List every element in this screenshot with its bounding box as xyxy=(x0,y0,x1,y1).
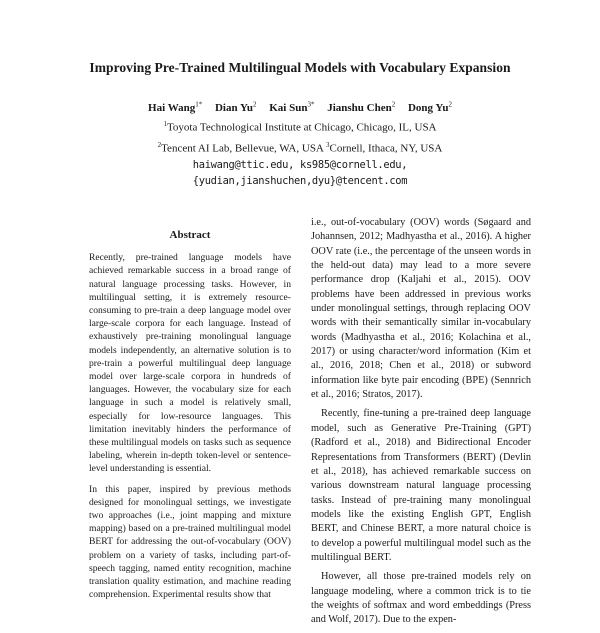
left-column xyxy=(89,229,291,608)
author-names xyxy=(0,96,600,116)
abstract-paragraph-1: Recently, pre-trained language models have achieved remarkable success in a broad range of natural language processing tasks. However, in multilingual setting, it is extremely resource-consuming to pre-train a deep language model over large-scale corpora for each language. Instead of exhaustively pre-training monolingual language models independently, an alternative solution is to pre-train a powerful multilingual deep language model over large-scale corpora in hundreds of languages. However, the vocabulary size for each language in such a model is relatively small, especially for low-resource languages. This limitation inevitably hinders the performance of these multilingual models on tasks such as sequence labeling, wherein in-depth token-level or sentence-level understanding is essential. xyxy=(89,252,291,475)
email-line-1: haiwang@ttic.edu, ks985@cornell.edu, xyxy=(192,158,408,171)
author: Dian Yu$^2$ xyxy=(214,100,257,114)
affiliation-1: $^1$Toyota Technological Institute at Chicago, Chicago, IL, USA xyxy=(163,120,437,134)
email-line-2: {yudian,jianshuchen,dyu}@tencent.com xyxy=(192,175,408,188)
body-paragraph-3: However, all those pre-trained models rely on language modeling, where a common trick is to tie the weights of softmax and word embeddings (Press and Wolf, 2017). Due to the expen- xyxy=(311,571,531,626)
right-column xyxy=(311,216,531,633)
abstract-heading: Abstract xyxy=(169,229,211,241)
author-block xyxy=(0,96,600,190)
author: Kai Sun$^{3*}$ xyxy=(269,100,315,114)
paper-title: Improving Pre-Trained Multilingual Models with Vocabulary Expansion xyxy=(89,60,511,75)
abstract-paragraph-2: In this paper, inspired by previous methods designed for monolingual settings, we investigate two approaches (i.e., joint mapping and mixture mapping) based on a pre-trained multilingual model BERT for addressing the out-of-vocabulary (OOV) problem on a variety of tasks, including part-of-speech tagging, named entity recognition, machine translation quality estimation, and machine reading comprehension. Experimental results show that xyxy=(89,483,291,601)
body-paragraph-2: Recently, fine-tuning a pre-trained deep language model, such as Generative Pre-Training (GPT) (Radford et al., 2018) and Bidirectional Encoder Representations from Transformers (BERT) (Devlin et al., 2018), has achieved remarkable success on various downstream natural language processing tasks. Instead of pre-training many monolingual models like the existing English GPT, English BERT, and Chinese BERT, a more natural choice is to develop a powerful multilingual model such as the multilingual BERT. xyxy=(311,408,531,563)
author: Dong Yu$^2$ xyxy=(407,100,452,114)
author: Jianshu Chen$^2$ xyxy=(327,100,396,114)
author: Hai Wang$^{1*}$ xyxy=(148,100,203,114)
body-paragraph-1: i.e., out-of-vocabulary (OOV) words (Søgaard and Johannsen, 2012; Madhyastha et al., 2016). A higher OOV rate (i.e., the percentage of the unseen words in the held-out data) may lead to a more severe performance drop (Kaljahi et al., 2015). OOV problems have been addressed in previous works under monolingual settings, through replacing OOV words with their semantically similar in-vocabulary words (Madhyastha et al., 2016; Kolachina et al., 2017) or using character/word information (Kim et al., 2016, 2018; Chen et al., 2018) or subword information like byte pair encoding (BPE) (Sennrich et al., 2016; Stratos, 2017). xyxy=(311,217,531,401)
affiliation-2-3: $^2$Tencent AI Lab, Bellevue, WA, USA $^3$Cornell, Ithaca, NY, USA xyxy=(157,140,443,155)
